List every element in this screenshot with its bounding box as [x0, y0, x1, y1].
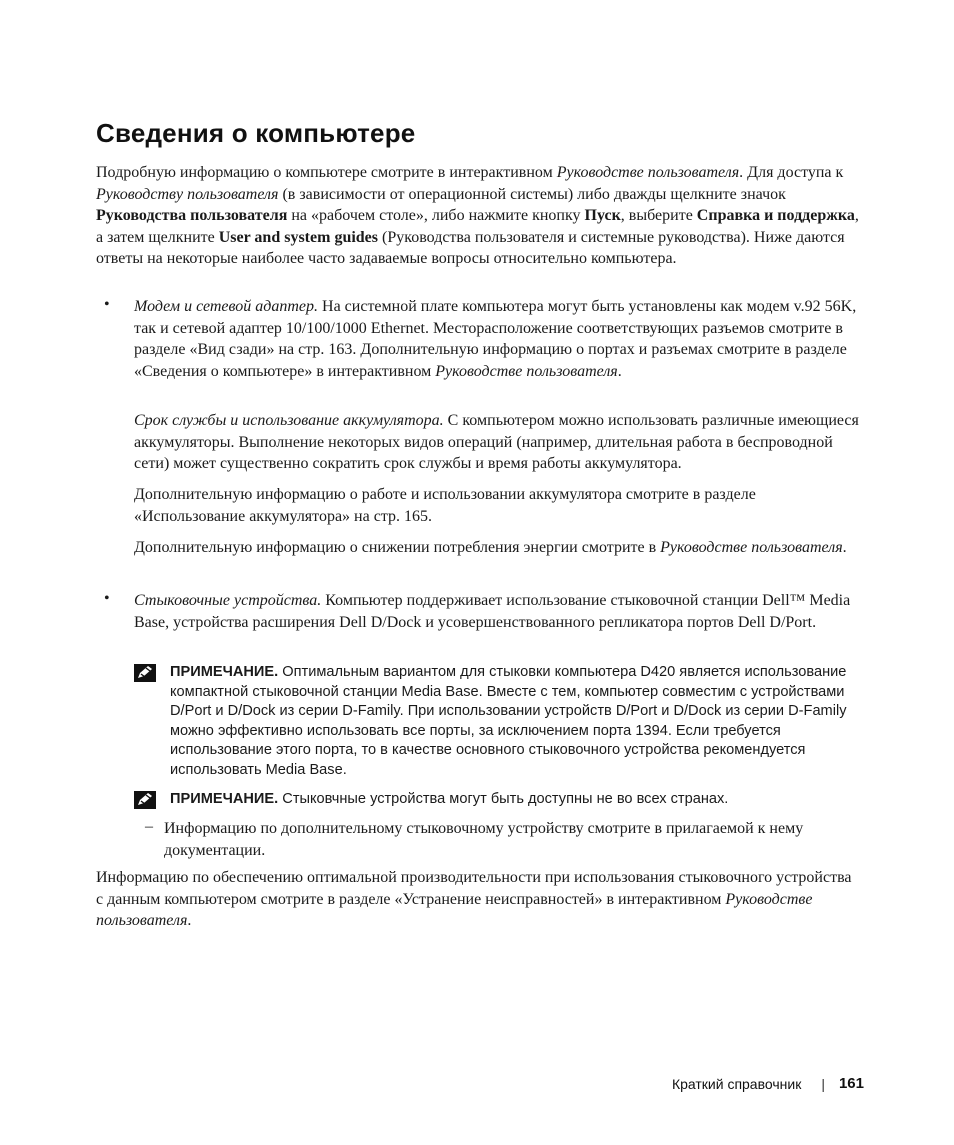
bullet-marker: • — [104, 296, 110, 313]
battery-paragraph — [134, 410, 859, 475]
note-1-body: Оптимальным вариантом для стыковки компьютера D420 является использование компактной стыковочной станции Media Base. Вместе с тем, компьютер совместим с устройствами D/Port и D/Dock из серии D-Family. При использовании устройств D/Port и D/Dock из серии D-Family можно эффективно использовать все порты, за исключением порта 1394. Если требуется использование этого порта, то в качестве основного стыковочного устройства рекомендуется использовать Media Base. — [170, 664, 847, 778]
footer-separator: | — [821, 1075, 825, 1092]
intro-text: , а затем щелкните — [96, 207, 859, 246]
intro-user-guide-ref: Руководству пользователя — [96, 185, 279, 203]
energy-user-guide-ref: Руководстве пользователя — [660, 539, 843, 556]
modem-paragraph — [134, 296, 859, 382]
docking-doc-paragraph: Информацию по дополнительному стыковочному устройству смотрите в прилагаемой к нему документации. — [164, 820, 804, 859]
intro-start-label: Пуск — [584, 207, 621, 225]
page-footer — [672, 1075, 864, 1092]
intro-help-support-label: Справка и поддержка — [696, 207, 855, 225]
intro-user-guide-ref: Руководстве пользователя — [556, 164, 740, 181]
note-1-text — [170, 663, 859, 780]
energy-text: . — [842, 539, 847, 556]
docking-paragraph — [134, 590, 859, 633]
bullet-marker: • — [104, 590, 110, 607]
footer-book-title: Краткий справочник — [671, 1075, 802, 1092]
intro-text: . Для доступа к — [739, 164, 844, 181]
battery-info-paragraph: Дополнительную информацию о работе и использовании аккумулятора смотрите в разделе «Использование аккумулятора» на стр. 165. — [134, 486, 756, 525]
modem-text: . — [617, 362, 622, 380]
modem-text: На системной плате компьютера могут быть установлены как модем v.92 56K, так и сетевой адаптер 10/100/1000 Ethernet. Месторасположение соответствующих разъемов смотрите в разделе «Вид сзади» на стр. 163. Дополнительную информацию о портах и разъемах смотрите в разделе «Сведения о компьютере» в интерактивном — [134, 298, 857, 380]
docking-heading: Стыковочные устройства. — [134, 592, 322, 609]
intro-text: Подробную информацию о компьютере смотрите в интерактивном — [96, 164, 557, 181]
intro-text: (Руководства пользователя и системные руководства). Ниже даются ответы на некоторые наиболее часто задаваемые вопросы относительно компьютера. — [96, 228, 845, 268]
energy-paragraph — [134, 537, 859, 559]
closing-user-guide-ref: Руководстве пользователя — [96, 890, 813, 930]
intro-text: , выберите — [620, 207, 697, 225]
page-number: 161 — [838, 1075, 864, 1092]
modem-heading: Модем и сетевой адаптер. — [134, 298, 319, 315]
note-pencil-icon — [134, 791, 156, 809]
intro-text: на «рабочем столе», либо нажмите кнопку — [287, 207, 585, 225]
battery-heading: Срок службы и использование аккумулятора. — [134, 412, 444, 429]
closing-text: Информацию по обеспечению оптимальной производительности при использования стыковочного устройства с данным компьютером смотрите в разделе «Устранение неисправностей» в интерактивном — [96, 869, 852, 908]
note-1 — [134, 663, 859, 780]
note-2-body: Стыковчные устройства могут быть доступны не во всех странах. — [278, 791, 729, 807]
page-title: Сведения о компьютере — [96, 118, 416, 148]
closing-paragraph — [96, 867, 862, 932]
intro-paragraph — [96, 162, 862, 270]
note-pencil-icon — [134, 664, 156, 682]
energy-text: Дополнительную информацию о снижении потребления энергии смотрите в — [134, 539, 661, 556]
note-2-label: ПРИМЕЧАНИЕ. — [170, 791, 279, 807]
note-2 — [134, 790, 859, 810]
closing-text: . — [187, 912, 192, 930]
note-1-label: ПРИМЕЧАНИЕ. — [170, 664, 279, 680]
note-2-text — [170, 790, 859, 810]
docking-text: Компьютер поддерживает использование стыковочной станции Dell™ Media Base, устройства расширения Dell D/Dock и усовершенствованного репликатора портов Dell D/Port. — [134, 592, 851, 631]
battery-text: С компьютером можно использовать различные имеющиеся аккумуляторы. Выполнение некоторых видов операций (например, длительная работа в беспроводной сети) может существенно сократить срок службы и время работы аккумулятора. — [134, 412, 859, 473]
intro-user-guide-icon-label: Руководства пользователя — [96, 207, 288, 225]
modem-user-guide-ref: Руководстве пользователя — [435, 362, 618, 380]
intro-guides-label: User and system guides — [218, 228, 379, 246]
intro-text: (в зависимости от операционной системы) либо дважды щелкните значок — [278, 185, 786, 203]
dash-marker: – — [145, 818, 153, 835]
